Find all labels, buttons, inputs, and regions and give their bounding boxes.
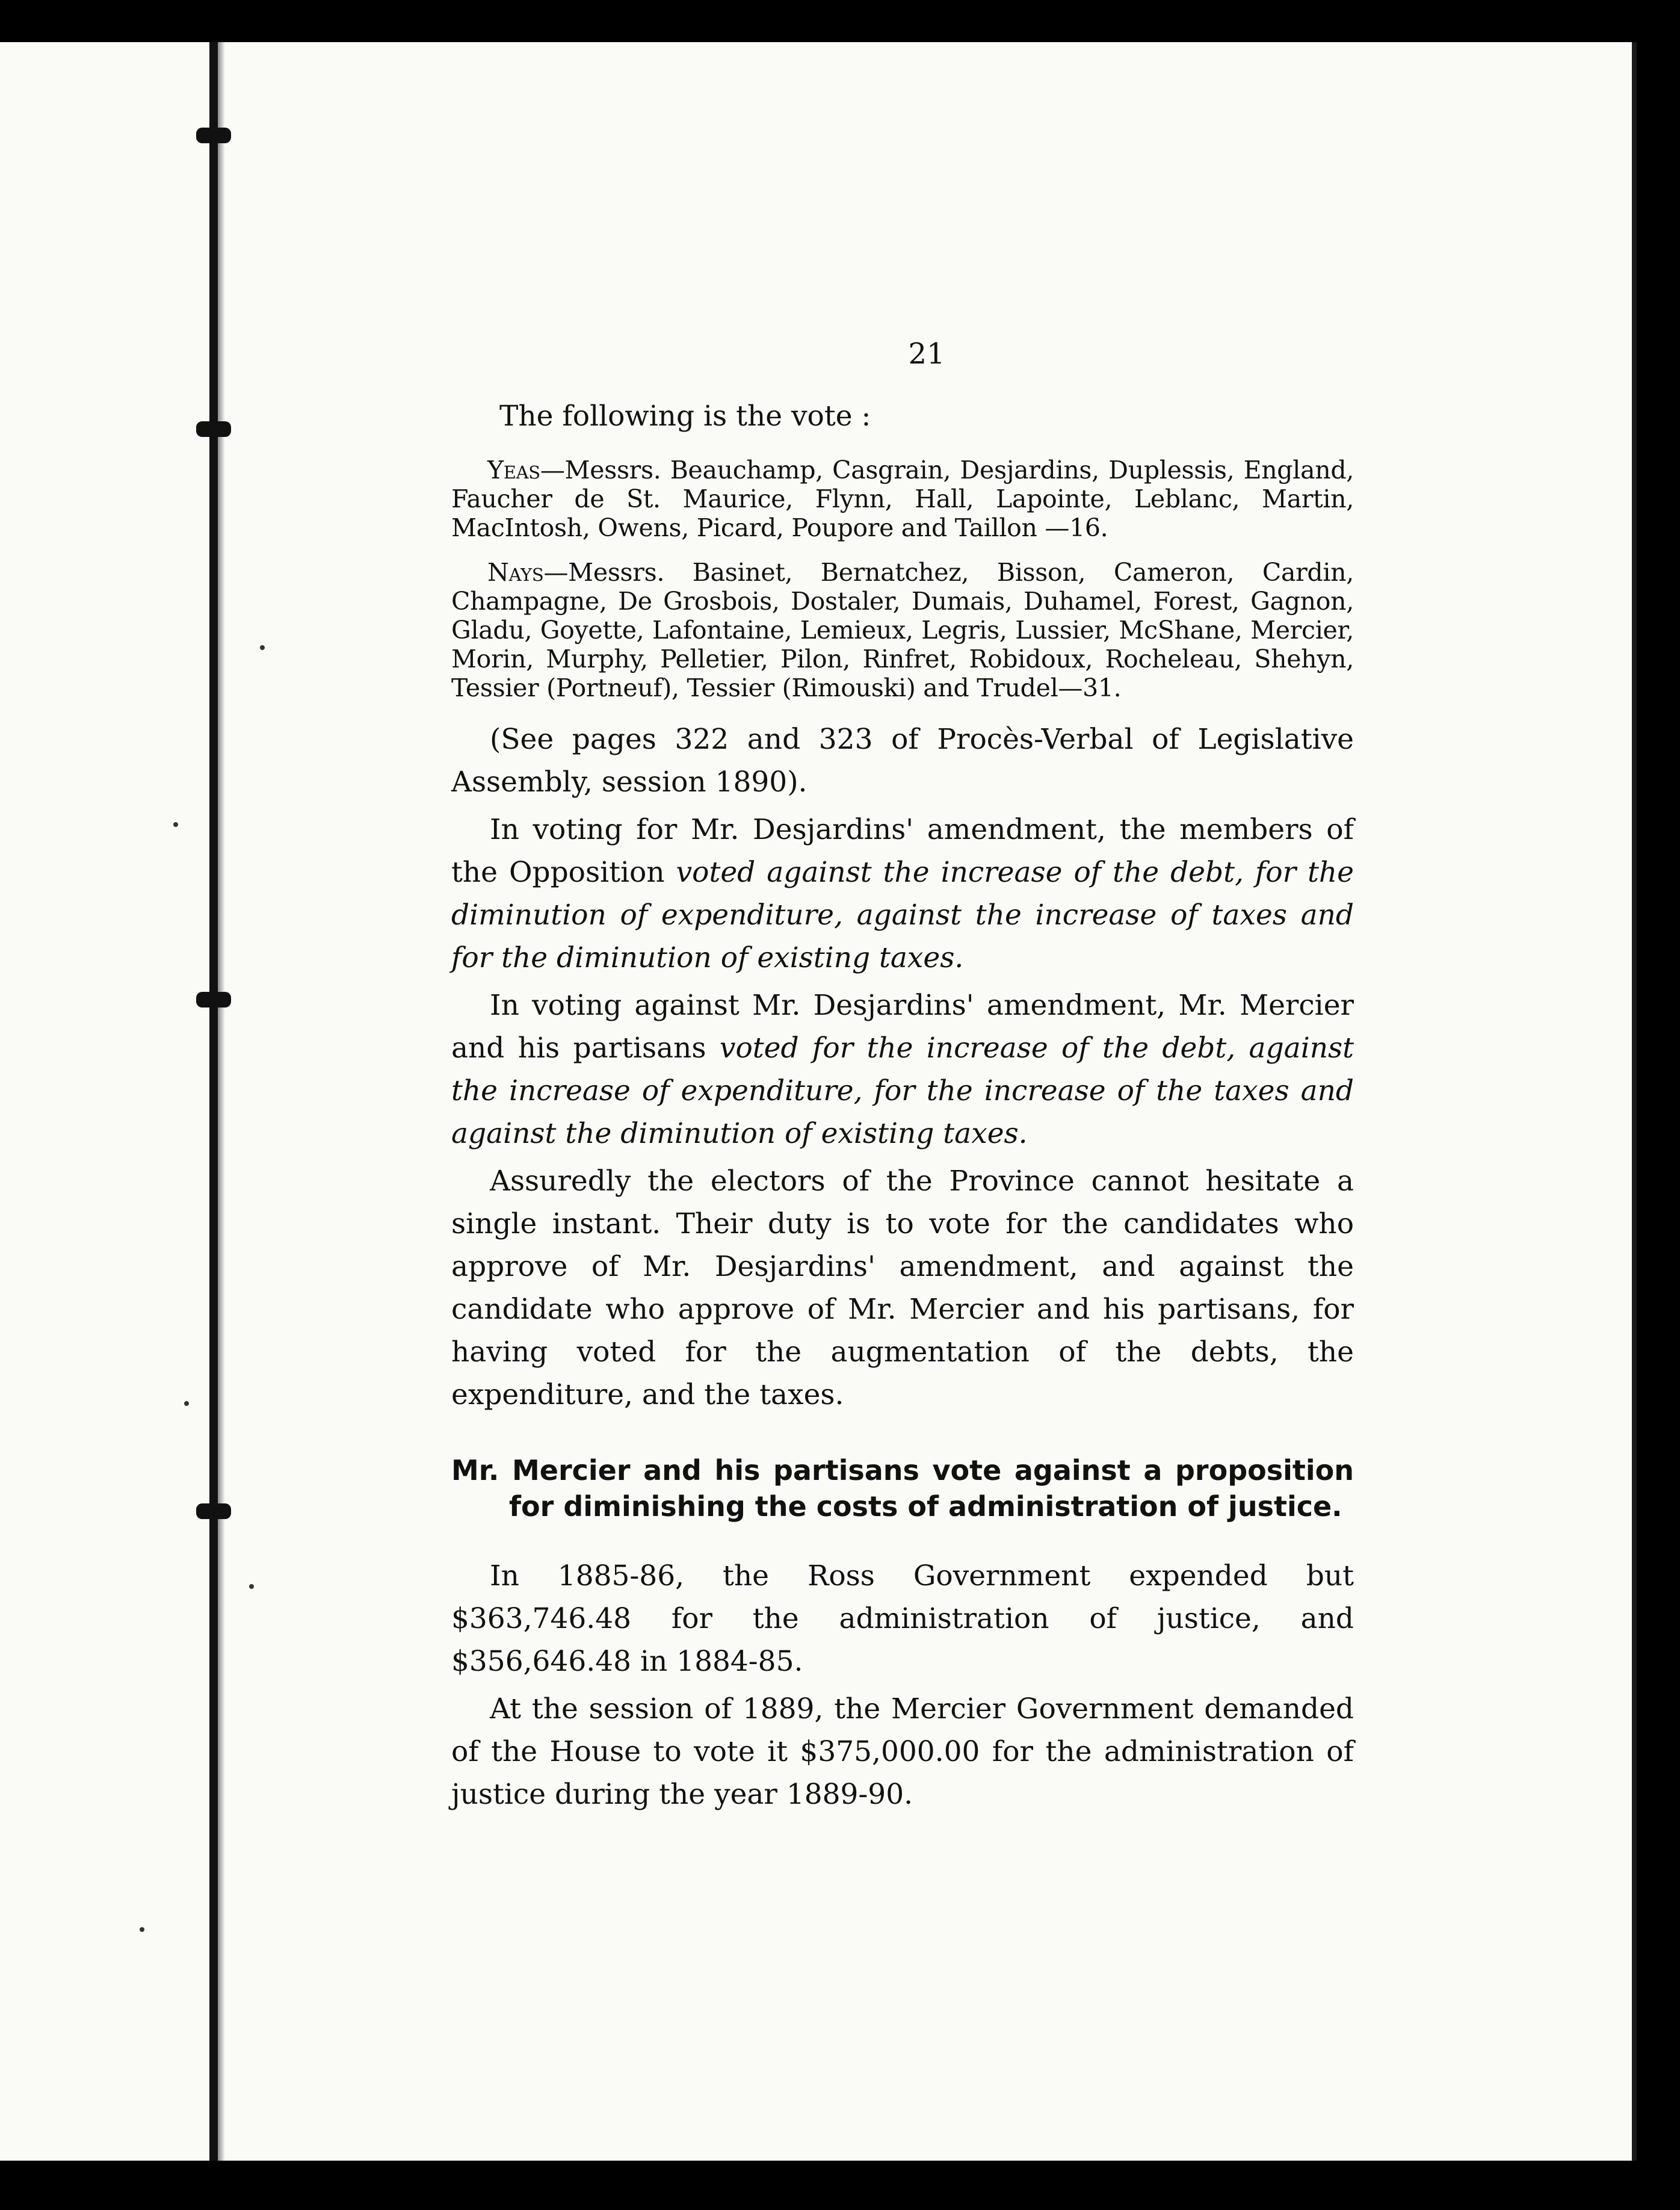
binding-stitch — [196, 992, 231, 1008]
ross-paragraph: In 1885-86, the Ross Government expended but $363,746.48 for the administration of justice, and $356,646.48 in 1884-85. — [451, 1559, 1354, 1678]
mercier-paragraph — [451, 984, 1354, 1155]
mercier-lead: In voting against Mr. Desjardins' amendment, Mr. Mercier and his partisans — [451, 989, 1354, 1065]
vote-intro: The following is the vote : — [499, 400, 871, 433]
nays-label: Nays — [487, 558, 544, 587]
binding-stitch — [196, 421, 231, 437]
opposition-paragraph — [451, 808, 1354, 979]
paper-speck — [249, 1584, 254, 1589]
opposition-lead: In voting for Mr. Desjardins' amendment, the members of the Opposition — [451, 813, 1354, 889]
binding-thread — [209, 42, 218, 2161]
gutter-shadow — [218, 42, 225, 2161]
page-text — [451, 337, 1354, 1821]
paper-speck — [260, 645, 265, 650]
yeas-list: —Messrs. Beauchamp, Casgrain, Desjardins, Duplessis, England, Faucher de St. Maurice, Flynn, Hall, Lapointe, Leblanc, Martin, MacIntosh, Owens, Picard, Poupore and Taillon —16. — [451, 456, 1354, 542]
binding-stitch — [196, 1503, 231, 1519]
yeas-paragraph — [451, 456, 1354, 542]
mercier-italic: voted for the increase of the debt, against the increase of expenditure, for the increase of the taxes and against the diminution of existing taxes. — [451, 1032, 1354, 1150]
page-number: 21 — [908, 337, 945, 371]
binding-stitch — [196, 128, 231, 143]
section-heading: Mr. Mercier and his partisans vote against a proposition for diminishing the costs of administration of justice. — [451, 1454, 1354, 1523]
opposition-italic: voted against the increase of the debt, for the diminution of expenditure, against the increase of taxes and for the diminution of existing taxes. — [451, 856, 1354, 974]
session-1889-paragraph: At the session of 1889, the Mercier Government demanded of the House to vote it $375,000.00 for the administration of justice during the year 1889-90. — [451, 1692, 1354, 1811]
nays-list: —Messrs. Basinet, Bernatchez, Bisson, Cameron, Cardin, Champagne, De Grosbois, Dostaler, Dumais, Duhamel, Forest, Gagnon, Gladu, Goyette, Lafontaine, Lemieux, Legris, Lussier, McShane, Mercier, Morin, Murphy, Pelletier, Pilon, Rinfret, Robidoux, Rocheleau, Shehyn, Tessier (Portneuf), Tessier (Rimouski) and Trudel—31. — [451, 558, 1354, 702]
reference-paragraph: (See pages 322 and 323 of Procès-Verbal of Legislative Assembly, session 1890). — [451, 723, 1354, 799]
yeas-label: Yeas — [487, 456, 540, 484]
electors-paragraph: Assuredly the electors of the Province cannot hesitate a single instant. Their duty is to vote for the candidates who approve of Mr. Desjardins' amendment, and against the candidate who approve of Mr. Mercier and his partisans, for having voted for the augmentation of the debts, the expenditure, and the taxes. — [451, 1165, 1354, 1411]
paper-speck — [184, 1401, 189, 1406]
paper-speck — [140, 1927, 144, 1932]
nays-paragraph — [451, 558, 1354, 702]
paper-speck — [173, 822, 178, 827]
